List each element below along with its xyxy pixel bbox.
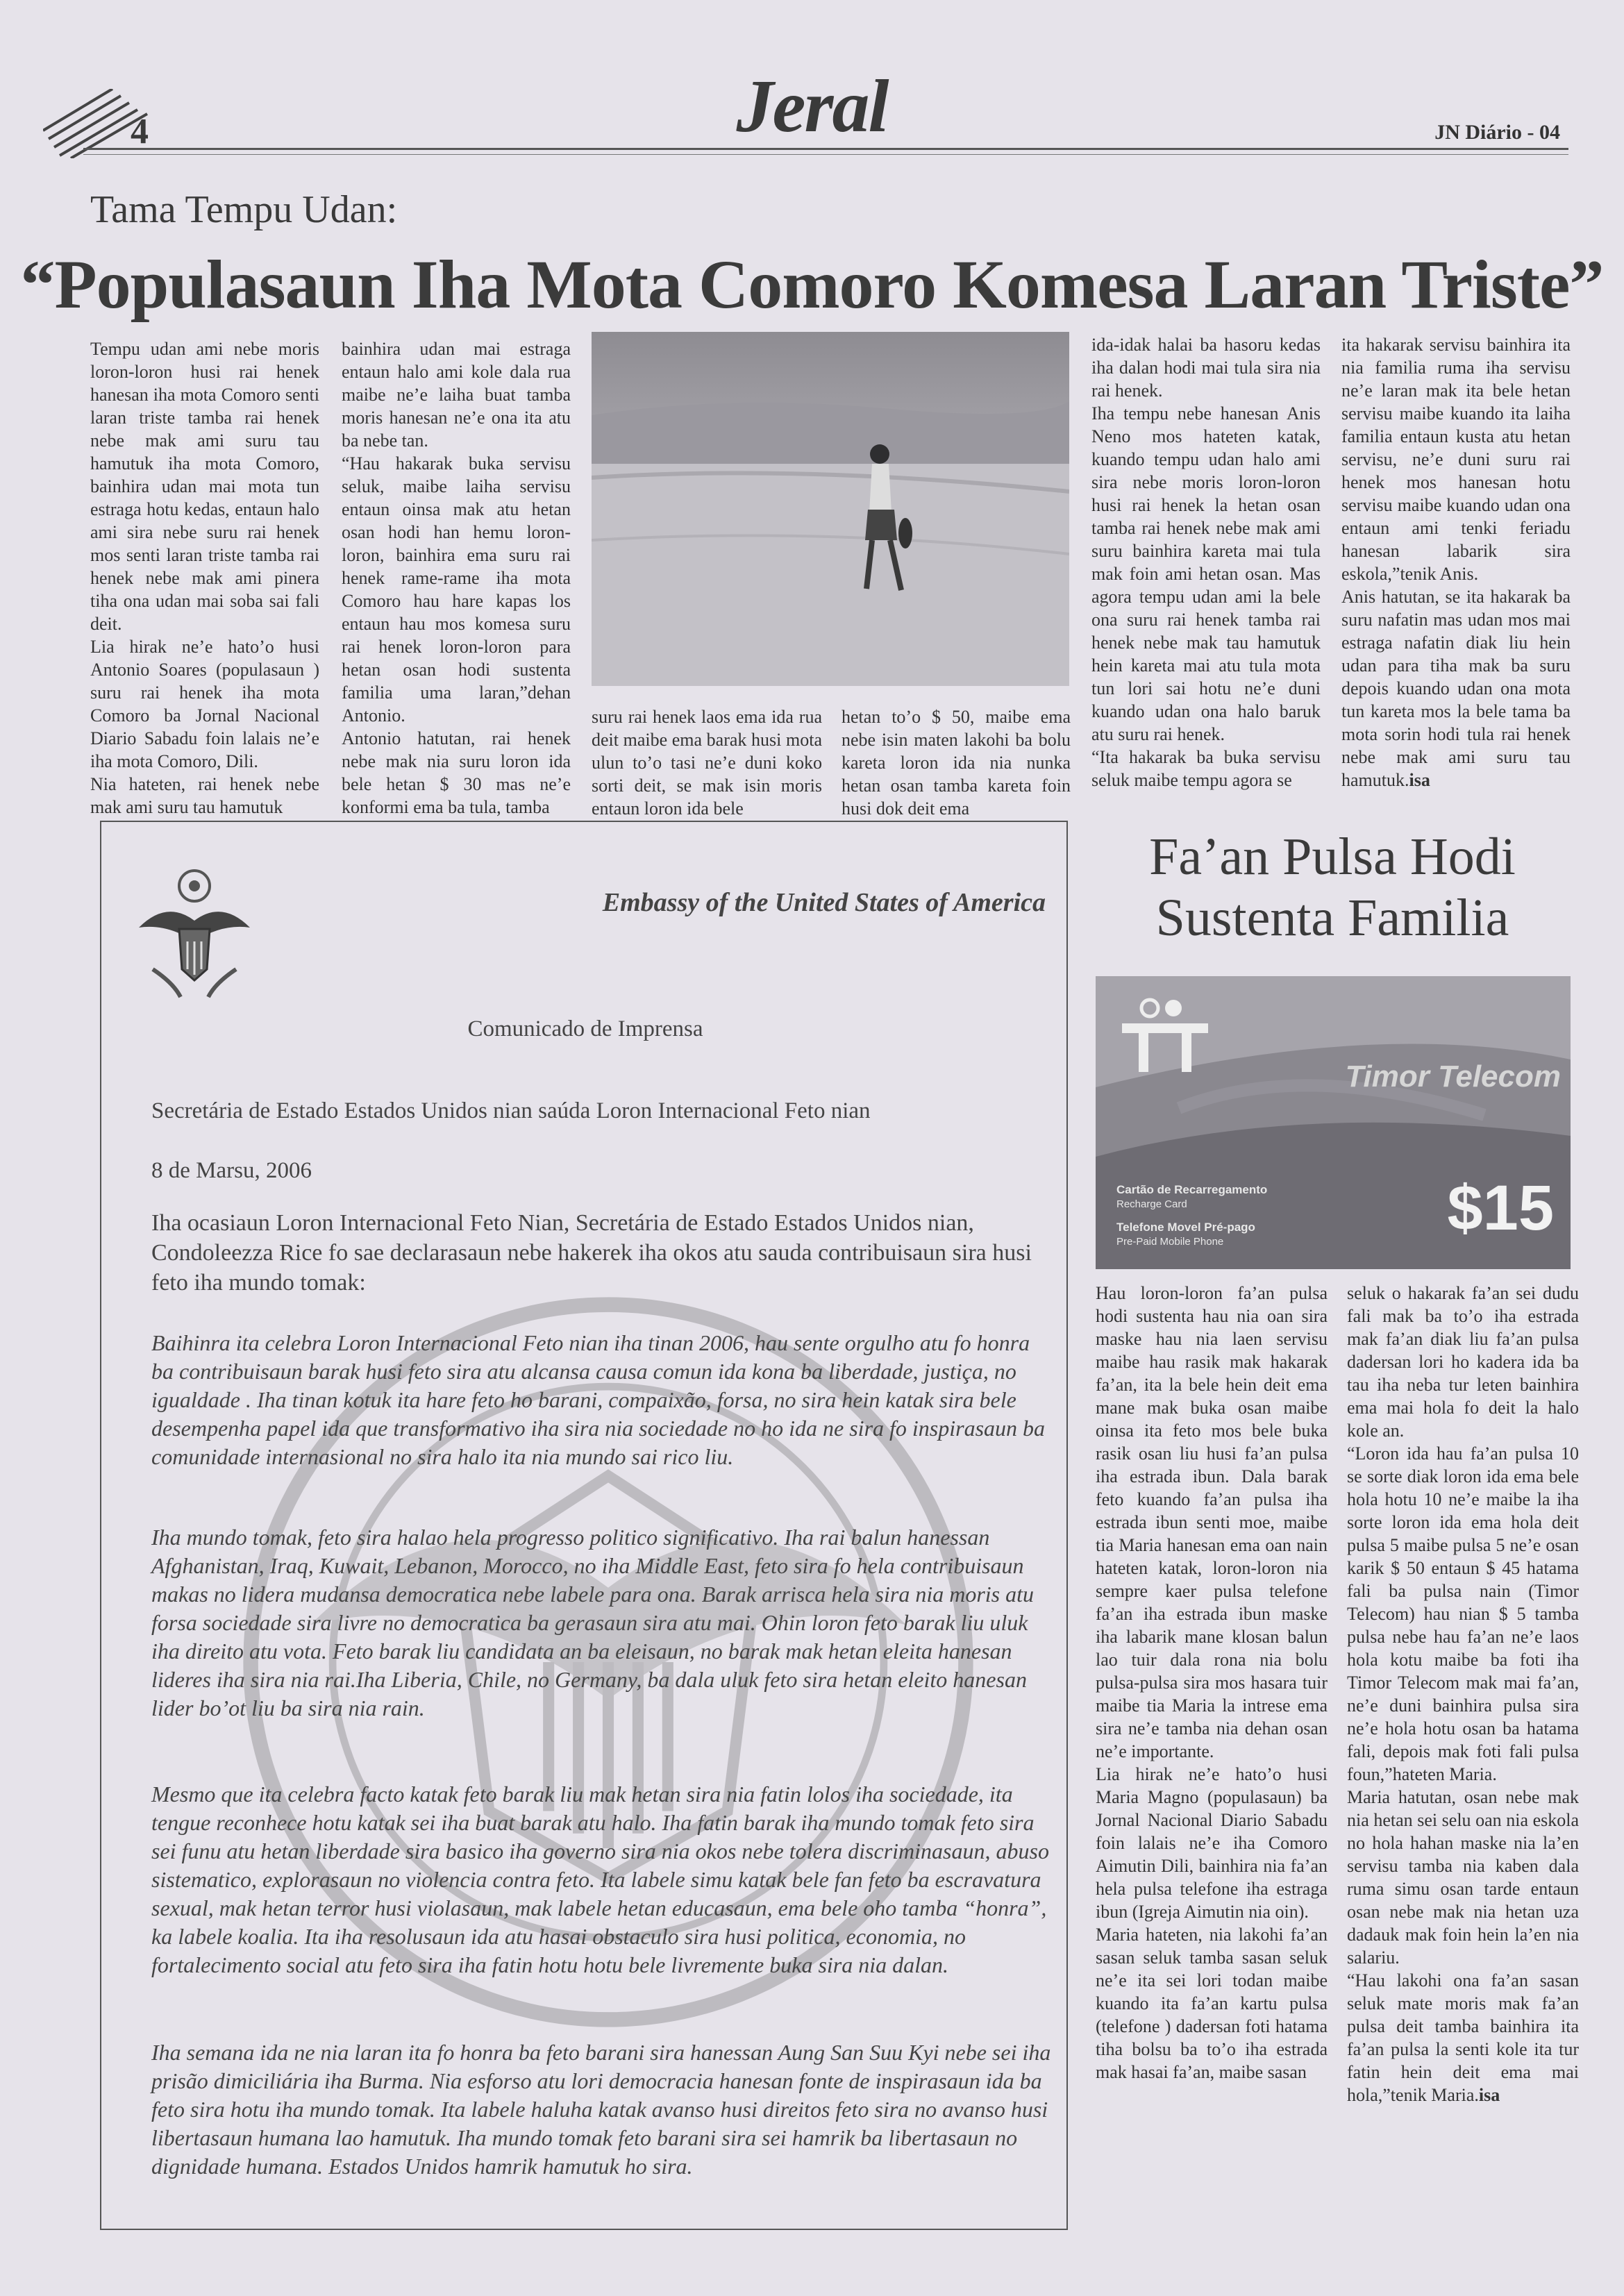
card-price: $15 [1447, 1173, 1554, 1243]
paragraph: Tempu udan ami nebe moris loron-loron husi rai henek hanesan iha mota Comoro senti laran triste tamba rai henek nebe mak ami suru tau hamutuk iha mota Comoro, bainhira udan mai mota tun estraga hotu kedas, entaun halo ami sira nebe suru rai henek mos senti laran triste tamba rai henek nebe mak ami pinera tiha ona udan mai soba sai fali deit. [90, 339, 319, 634]
card-brand: Timor Telecom [1345, 1059, 1561, 1093]
paragraph [1341, 585, 1571, 791]
article1-column-6 [1341, 333, 1571, 821]
headline-line: Sustenta Familia [1155, 889, 1509, 947]
timor-telecom-logo [1116, 996, 1214, 1079]
press-release-date: 8 de Marsu, 2006 [151, 1158, 312, 1183]
paragraph: hetan to’o $ 50, maibe ema nebe isin maten lakohi ba bolu kareta loron ida nia nunka hetan osan tamba kareta foin husi dok deit ema [842, 707, 1071, 819]
card-text: Recharge Card [1116, 1198, 1187, 1210]
paragraph [1347, 1969, 1579, 2106]
article2-column-2 [1347, 1282, 1579, 2233]
article1-column-5 [1091, 333, 1321, 821]
article1-column-1 [90, 337, 319, 821]
paragraph: bainhira udan mai estraga entaun halo ami kole dala rua maibe ne’e laiha buat tamba moris hanesan ne’e ona ita atu ba nebe tan. [342, 339, 571, 451]
article2-headline [1093, 826, 1572, 948]
card-text: Pre-Paid Mobile Phone [1116, 1236, 1224, 1248]
article1-column-4 [842, 705, 1071, 821]
article-kicker: Tama Tempu Udan: [90, 188, 398, 231]
header-rule-thin [83, 154, 1568, 155]
paragraph-text: “Hau lakohi ona fa’an sasan seluk mate moris mak fa’an pulsa deit tamba bainhira ita fa’an pulsa la senti kole ita tur fatin hein deit ema mai hola,”tenik Maria. [1347, 1970, 1579, 2105]
paragraph: “Ita hakarak ba buka servisu seluk maibe tempu agora se [1091, 747, 1321, 790]
statement-paragraph: Iha mundo tomak, feto sira halao hela progresso politico significativo. Iha rai balun hanessan Afghanistan, Iraq, Kuwait, Lebanon, Morocco, no iha Middle East, feto sira fo hela contribuisaun makas no lidera mudansa democratica nebe labele para ona. Barak arrisca hela sira nia moris atu forsa sociedade sira livre no democratica ba gerasaun sira atu mai. Ohin loron feto barak liu uluk iha direito atu vota. Feto barak liu candidata an ba eleisaun, no barak mak hetan eleita hanesan lideres iha sira nia rai.Iha Liberia, Chile, no Germany, ba dala uluk feto sira hetan eleito hanesan lider bo’ot liu ba sira nia rain. [151, 1525, 1034, 1720]
section-title: Jeral [736, 65, 888, 148]
card-text: Telefone Movel Pré-pago [1116, 1221, 1255, 1234]
press-release-box [100, 821, 1068, 2230]
header-rule [83, 148, 1568, 150]
headline-line: Fa’an Pulsa Hodi [1149, 828, 1516, 886]
article1-column-3 [592, 705, 822, 821]
paragraph: ita hakarak servisu bainhira ita nia familia ruma iha servisu ne’e laran mak ita bele hetan servisu maibe kuando ita laiha familia entaun kusta atu hetan servisu, ne’e duni suru rai henek mos hanesan hotu servisu maibe kuando udan ona entaun ami tenki feriadu hanesan labarik sira eskola,”tenik Anis. [1341, 335, 1571, 584]
press-release-title: Secretária de Estado Estados Unidos nian saúda Loron Internacional Feto nian [151, 1098, 871, 1123]
author-signoff: isa [1409, 770, 1430, 790]
paragraph: “Hau hakarak buka servisu seluk, maibe laiha servisu entaun oinsa mak atu hetan osan hodi han hemu loron-loron, bainhira ema suru rai henek rame-rame iha mota Comoro hau hare kapas los entaun hau mos komesa suru rai henek loron-loron para hetan osan hodi sustenta familia uma laran,”dehan Antonio. [342, 453, 571, 726]
paragraph-text: Anis hatutan, se ita hakarak ba suru nafatin mas udan mos mai estraga nafatin diak liu hein udan para tiha mak ba suru depois kuando udan ona mota tun kareta mos la bele tama ba mota sorin hodi tula rai henek nebe mak ami suru tau hamutuk. [1341, 587, 1571, 790]
paragraph: suru rai henek laos ema ida rua deit maibe ema barak husi mota ulun to’o tasi ne’e duni koko sorti deit, se mak isin moris entaun loron ida bele [592, 707, 822, 819]
statement-paragraph: Mesmo que ita celebra facto katak feto barak liu mak hetan sira nia fatin lolos iha sociedade, ita tengue reconhece hotu katak sei iha buat barak atu halo. Iha fatin barak iha mundo tomak feto sira sei funu atu hetan liberdade sira basico iha governo sira nia okos nebe tolera discriminasaun, abuso sistematico, explorasaun no violencia contra feto. Ita labele simu katak bele fan feto ba escravatura sexual, mak hetan terror husi violasaun, mak labele hetan educasaun, ema bele oho tamba “honra”, ka labele koalia. Ita iha resolusaun ida atu hasai obstaculo sira husi politica, economia, no fortalecimento social atu feto sira iha fatin hotu hotu bele livremente buka sira nia dalan. [151, 1782, 1049, 1977]
river-photo [592, 332, 1069, 686]
press-release-label: Comunicado de Imprensa [467, 1016, 703, 1041]
paragraph: seluk o hakarak fa’an sei dudu fali mak ba to’o iha estrada mak fa’an diak liu fa’an pulsa dadersan lori ho kadera ida ba tau iha neba tur leten bainhira ema mai hola fo deit la halo kole an. [1347, 1283, 1579, 1441]
newspaper-issue: JN Diário - 04 [1434, 121, 1560, 144]
embassy-name: Embassy of the United States of America [602, 888, 1046, 917]
card-text: Cartão de Recarregamento [1116, 1183, 1268, 1196]
paragraph: Lia hirak ne’e hato’o husi Maria Magno (populasaun) ba Jornal Nacional Diario Sabadu foin lalais ne’e iha Comoro Aimutin Dili, bainhira nia fa’an hela pulsa telefone iha estraga ibun (Igreja Aimutin nia oin). [1096, 1764, 1328, 1922]
recharge-card-image [1096, 976, 1571, 1269]
article1-column-2 [342, 337, 571, 821]
page-number: 4 [131, 112, 149, 151]
paragraph: Maria hatutan, osan nebe mak nia hetan sei selu oan nia eskola no hola hahan maske nia la’en servisu tamba nia kaben dala ruma simu osan tarde entaun osan nebe mak nia hetan uza dadauk mak foin hein la’en nia salariu. [1347, 1787, 1579, 1968]
paragraph: Maria hateten, nia lakohi fa’an sasan seluk tamba sasan seluk ne’e ita sei lori todan maibe kuando ita fa’an kartu pulsa (telefone ) dadersan foti hatama tiha bolsu ba to’o iha estrada mak hasai fa’an, maibe sasan [1096, 1925, 1328, 2082]
paragraph: “Loron ida hau fa’an pulsa 10 se sorte diak loron ida ema bele hola hotu 10 ne’e maibe la iha sorte loron ida ema hola deit pulsa 5 maibe pulsa 5 ne’e osan karik $ 50 entaun $ 45 hatama fali ba pulsa nain (Timor Telecom) hau nian $ 5 tamba pulsa nebe hau fa’an ne’e laos hola kotu maibe ba foti iha Timor Telecom mak mai fa’an, ne’e duni bainhira pulsa sira ne’e hola hotu osan ba hatama fali, depois mak foti fali pulsa foun,”hateten Maria. [1347, 1443, 1579, 1784]
article2-column-1 [1096, 1282, 1328, 2233]
paragraph: Lia hirak ne’e hato’o husi Antonio Soares (populasaun ) suru rai henek iha mota Comoro ba Jornal Nacional Diario Sabadu foin lalais ne’e iha mota Comoro, Dili. [90, 637, 319, 771]
paragraph: Antonio hatutan, rai henek nebe mak nia suru loron ida bele hetan $ 30 mas ne’e konformi ema ba tula, tamba [342, 728, 571, 817]
paragraph: ida-idak halai ba hasoru kedas iha dalan hodi mai tula sira nia rai henek. [1091, 335, 1321, 401]
paragraph: Nia hateten, rai henek nebe mak ami suru tau hamutuk [90, 774, 319, 817]
press-release-intro: Iha ocasiaun Loron Internacional Feto Nian, Secretária de Estado Estados Unidos nian, Condoleezza Rice fo sae declarasaun nebe hakerek iha okos atu sauda contribuisaun sira husi feto iha mundo tomak: [151, 1210, 1032, 1296]
statement-paragraph: Baihinra ita celebra Loron Internacional Feto nian iha tinan 2006, hau sente orgulho atu fo honra ba contribuisaun barak husi feto sira atu alcansa causa comun ida kona ba liberdade, justiça, no igualdade . Iha tinan kotuk ita hare feto ho barani, compaixão, forsa, no sira hein katak sira bele desempenha papel ida que transformativo iha sira nia sociedade no ho ida ne sira fo inspirasaun ba comunidade internasional no sira halo ita nia mundo sai rico liu. [151, 1330, 1046, 1469]
eagle-seal-icon [132, 865, 257, 1004]
statement-paragraph: Iha semana ida ne nia laran ita fo honra ba feto barani sira hanessan Aung San Suu Kyi nebe sei iha prisão dimiciliária iha Burma. Nia esforso atu lori democracia hanesan fonte de inspirasaun ida ba feto sira hotu iha mundo tomak. Ita labele haluha katak avanso husi direitos feto sira no avanso husi libertasaun humana lao hamutuk. Iha mundo tomak feto barani sira sei hamrik ba libertasaun no dignidade humana. Estados Unidos hamrik hamutuk ho sira. [151, 2040, 1051, 2179]
article-headline: “Populasaun Iha Mota Comoro Komesa Laran Triste” [20, 246, 1604, 323]
author-signoff: isa [1478, 2085, 1500, 2105]
paragraph: Hau loron-loron fa’an pulsa hodi sustenta hau nia oan sira maske hau nia laen servisu maibe hau rasik mak hakarak fa’an, ita la bele hein deit ema mane mak buka osan maibe oinsa ita feto mos bele buka rasik osan liu husi fa’an pulsa iha estrada ibun. Dala barak feto kuando fa’an pulsa iha estrada ibun senti moe, maibe tia Maria hanesan ema oan nain hateten katak, loron-loron nia sempre kaer pulsa telefone fa’an iha estrada ibun maske iha labarik mane klosan balun lao tuir dala rona nia bolu pulsa-pulsa sira mos hasara tuir maibe tia Maria la intrese ema sira ne’e tamba nia dehan osan ne’e importante. [1096, 1283, 1328, 1761]
paragraph: Iha tempu nebe hanesan Anis Neno mos hateten katak, kuando tempu udan halo ami sira nebe moris loron-loron husi rai henek la hetan osan tamba rai henek nebe mak ami suru bainhira kareta mai tula mak foin ami hetan osan. Mas agora tempu udan ami la bele ona suru rai henek tamba rai henek nebe mak tau hamutuk hein kareta mai atu tula mota tun lori sai hotu ne’e duni kuando udan ona halo baruk atu suru rai henek. [1091, 403, 1321, 744]
